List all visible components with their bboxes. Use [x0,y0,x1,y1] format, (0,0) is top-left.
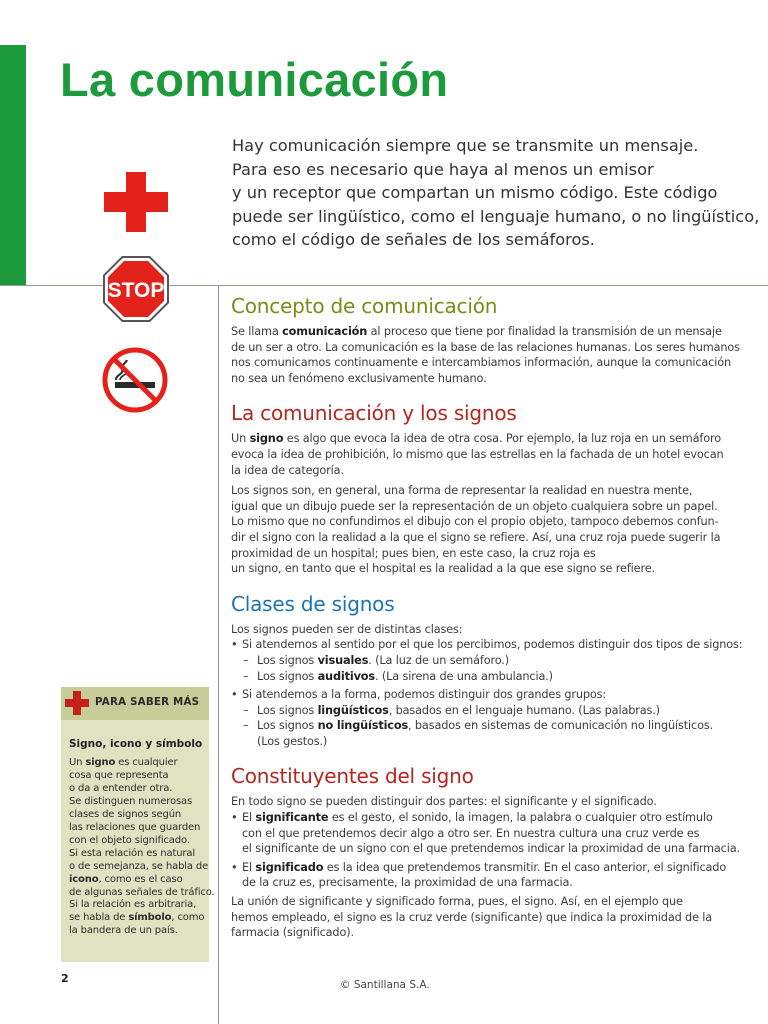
text-line: Si la relación es arbitraria, [69,899,197,911]
page-title: La comunicación [60,53,449,106]
sidebar-header [61,687,209,720]
text-line: de algunas señales de tráfico. [69,886,215,898]
text-line: clases de signos según [69,808,182,820]
text-run: El [242,811,256,825]
stop-sign-text: STOP [107,279,165,302]
text-line: dir el signo con la realidad a la que el signo se refiere. Así, una cruz roja puede sugerir la [231,530,721,544]
bold-term: significado [255,860,324,874]
text-line: proximidad de un hospital; pues bien, en este caso, la cruz roja es [231,546,596,560]
section-heading: Constituyentes del signo [231,764,474,789]
section-signos [231,401,751,576]
text-run: Los signos [257,669,318,683]
paragraph [231,483,751,577]
bold-term: auditivos [317,669,375,683]
bold-term: lingüísticos [317,703,389,717]
text-run: El [242,860,256,874]
text-line: En todo signo se pueden distinguir dos partes: el significante y el significado. [231,795,657,809]
intro-line: Hay comunicación siempre que se transmite un mensaje. [232,136,699,155]
text-run: Los signos [257,719,318,733]
text-run: . (La luz de un semáforo.) [368,653,509,667]
bold-term: significante [255,811,329,825]
text-line: Los signos son, en general, una forma de representar la realidad en nuestra mente, [231,484,693,498]
text-line: la bandera de un país. [69,925,178,937]
green-side-bar [0,45,26,285]
text-run: Un [69,757,86,768]
paragraph [231,794,751,940]
text-line: la idea de categoría. [231,463,344,477]
stop-sign-icon [102,255,170,323]
text-line: de un ser a otro. La comunicación es la base de las relaciones humanas. Los seres humanos [231,340,740,354]
text-run: se habla de [69,912,129,924]
intro-line: y un receptor que compartan un mismo código. Este código [232,183,718,202]
text-run: , basados en sistemas de comunicación no lingüísticos. [408,719,714,733]
text-line: Se distinguen numerosas [69,795,193,807]
sidebar-subtitle: Signo, icono y símbolo [69,738,203,750]
bullet-item: • Si atendemos a la forma, podemos distinguir dos grandes grupos: [231,687,751,703]
bullet-item [231,810,751,826]
text-run: Los signos [257,703,318,717]
dash-item-continuation: (Los gestos.) [257,734,328,748]
text-run: , como es el caso [98,873,183,885]
bold-term: símbolo [128,912,172,924]
copyright: © Santillana S.A. [340,979,430,991]
text-run: al proceso que tiene por finalidad la transmisión de un mensaje [367,325,722,338]
text-run: , basados en el lenguaje humano. (Las palabras.) [388,703,660,717]
sidebar-body [69,757,215,938]
text-line: nos comunicamos continuamente e intercambiamos información, aunque la comunicación [231,356,731,370]
intro-line: puede ser lingüístico, como el lenguaje humano, o no lingüístico, [232,206,760,226]
dash-item [231,669,751,685]
text-line: con el objeto significado. [69,834,190,846]
paragraph [231,431,751,478]
text-line: cosa que representa [69,769,169,781]
text-run: Los signos [257,653,318,667]
text-line: evoca la idea de prohibición, lo mismo que las estrellas en la fachada de un hotel evocan [231,447,724,461]
text-line: La unión de significante y significado forma, pues, el signo. Así, en el ejemplo que [231,895,683,909]
no-smoking-icon [102,347,168,413]
section-heading: Concepto de comunicación [231,294,498,318]
red-cross-icon [63,689,91,717]
text-line: igual que un dibujo puede ser la representación de un objeto cualquiera sobre un papel. [231,499,718,513]
para-saber-mas-box [61,687,215,962]
bold-term: signo [85,757,116,768]
text-line [69,757,215,770]
intro-line: Para eso es necesario que haya al menos un emisor [232,159,654,179]
paragraph [231,324,751,386]
page-number: 2 [61,972,69,985]
text-line [231,431,751,447]
text-line: farmacia (significado). [231,926,354,940]
text-line: no sea un fenómeno exclusivamente humano. [231,371,487,385]
text-run: , como [171,912,205,924]
bold-term: icono [69,873,99,885]
text-run: Se llama [231,325,283,338]
sidebar-title: PARA SABER MÁS [95,696,200,708]
red-cross-icon [104,172,168,232]
text-run: es el gesto, el sonido, la imagen, la palabra o cualquier otro estímulo [328,811,713,825]
dash-item [231,718,751,734]
text-line: o de semejanza, se habla de [69,860,209,872]
dash-item [231,703,751,719]
text-line: Los signos pueden ser de distintas clases: [231,622,463,636]
text-line [69,874,215,887]
bold-term: comunicación [282,325,368,338]
text-run: Un [231,432,250,446]
text-line [69,912,215,925]
bold-term: signo [249,432,284,446]
intro-line: como el código de señales de los semáforos. [232,230,595,249]
section-concepto [231,294,751,386]
bold-term: visuales [317,653,369,667]
section-heading: Clases de signos [231,591,395,616]
text-line: hemos empleado, el signo es la cruz verde (significante) que indica la proximidad de la [231,910,713,924]
text-run: es cualquier [115,757,178,768]
text-line: las relaciones que guarden [69,821,201,833]
dash-item [231,653,751,669]
text-line: Si esta relación es natural [69,847,195,859]
intro-paragraph [232,134,760,252]
text-run: es la idea que pretendemos transmitir. En el caso anterior, el significado [323,860,727,874]
main-content [231,294,751,941]
bold-term: no lingüísticos [317,719,409,733]
text-line: o da a entender otra. [69,782,173,794]
text-run: es algo que evoca la idea de otra cosa. Por ejemplo, la luz roja en un semáforo [283,432,721,446]
text-line [231,324,751,340]
section-constituyentes [231,764,751,940]
text-run: . (La sirena de una ambulancia.) [374,669,553,683]
section-clases [231,592,751,750]
bullet-continuation: el significante de un signo con el que pretendemos indicar la proximidad de una farmacia. [242,842,740,856]
bullet-item: • Si atendemos al sentido por el que los percibimos, podemos distinguir dos tipos de signos: [231,637,751,653]
vertical-divider [218,285,219,1024]
bullet-continuation: de la cruz es, precisamente, la proximidad de una farmacia. [242,876,573,890]
text-line: Lo mismo que no confundimos el dibujo con el propio objeto, tampoco debemos confun- [231,515,719,529]
paragraph [231,622,751,750]
bullet-continuation: con el que pretendemos decir algo a otro ser. En nuestra cultura una cruz verde es [242,826,700,840]
bullet-item [231,860,751,876]
section-heading: La comunicación y los signos [231,401,517,426]
text-line: un signo, en tanto que el hospital es la realidad a la que ese signo se refiere. [231,562,655,576]
